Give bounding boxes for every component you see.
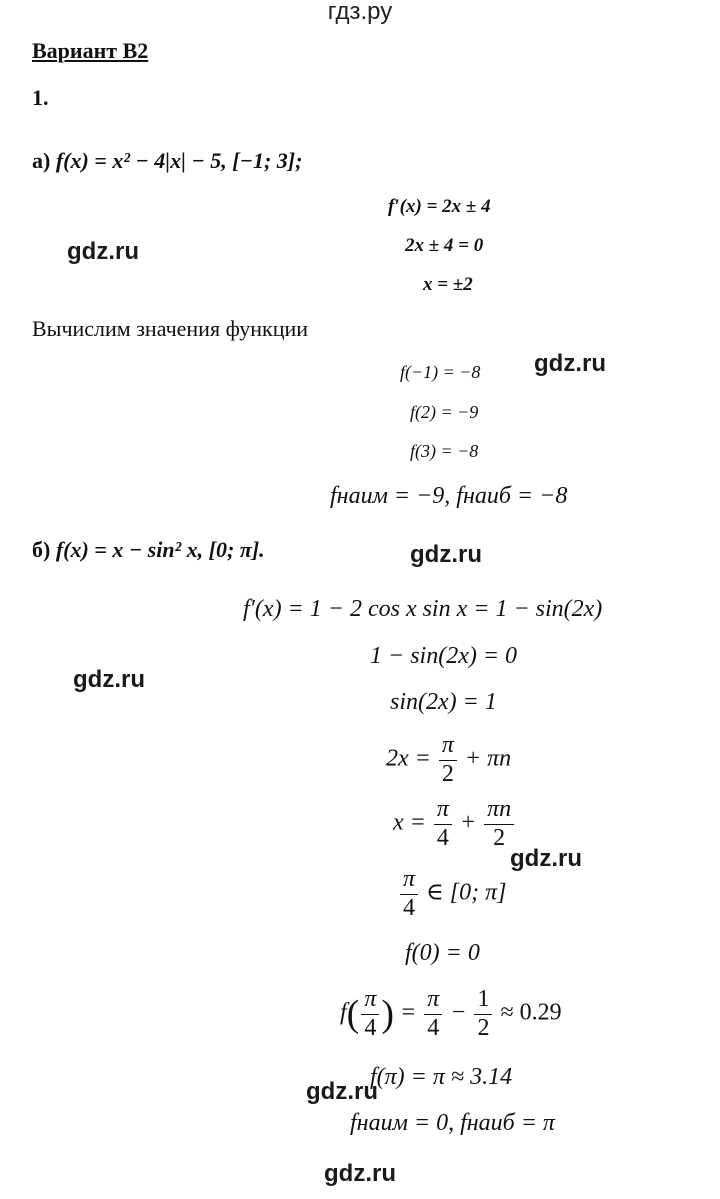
watermark-5: gdz.ru (510, 845, 582, 872)
watermark-3: gdz.ru (410, 541, 482, 568)
paren-open: ( (346, 993, 360, 1036)
value-f-3: f(3) = −8 (410, 441, 479, 461)
watermark-2: gdz.ru (534, 350, 606, 377)
part-b-2x-eq (386, 732, 511, 788)
fraction-numerator: π (400, 866, 418, 895)
fraction-pi-over-4 (434, 796, 452, 852)
fpi4-eq: = (400, 999, 417, 1026)
watermark-1: gdz.ru (67, 238, 139, 265)
part-b-statement: f(x) = x − sin² x, [0; π]. (55, 537, 265, 562)
value-f-2: f(2) = −9 (410, 402, 479, 422)
part-a-result: fнаим = −9, fнаиб = −8 (330, 483, 568, 509)
fpi4-f: f (340, 999, 347, 1026)
part-a-roots: x = ±2 (423, 274, 473, 295)
fraction-denominator: 4 (403, 894, 416, 921)
variant-heading: Вариант В2 (32, 38, 149, 63)
part-b-label: б) (32, 537, 51, 562)
value-f-minus1: f(−1) = −8 (400, 362, 481, 382)
part-b-task (32, 537, 265, 563)
part-b-in-interval (398, 866, 507, 922)
part-b-x-eq (393, 796, 516, 852)
problem-number: 1. (32, 85, 49, 110)
fpi4-minus: − (450, 999, 467, 1026)
fraction-denominator: 2 (477, 1014, 490, 1041)
fraction-denominator: 2 (441, 760, 454, 787)
fraction-arg (361, 986, 379, 1042)
part-b-derivative: f′(x) = 1 − 2 cos x sin x = 1 − sin(2x) (243, 596, 603, 622)
fraction-denominator: 4 (427, 1014, 440, 1041)
part-b-sin-eq: sin(2x) = 1 (390, 689, 497, 715)
watermark-4: gdz.ru (73, 666, 145, 693)
fraction-b (474, 986, 492, 1042)
fraction-numerator: π (424, 986, 442, 1015)
part-b-result: fнаим = 0, fнаиб = π (350, 1110, 555, 1136)
eq-2x-lhs: 2x = (386, 745, 431, 772)
fraction-numerator: π (439, 732, 457, 761)
paren-close: ) (381, 993, 395, 1036)
eq-x-plus: + (459, 809, 477, 836)
fraction-a (424, 986, 442, 1042)
fraction-pin-over-2 (484, 796, 514, 852)
eq-2x-tail: + πn (464, 745, 512, 772)
watermark-6: gdz.ru (306, 1078, 378, 1105)
part-b-f0: f(0) = 0 (405, 940, 480, 966)
fraction-denominator: 4 (364, 1014, 377, 1041)
fraction-pi-over-4-b (400, 866, 418, 922)
eq-x-lhs: x = (393, 809, 426, 836)
part-a-equation: 2x ± 4 = 0 (405, 235, 484, 256)
part-a-label: а) (32, 148, 51, 173)
part-a-statement: f(x) = x² − 4|x| − 5, [−1; 3]; (55, 148, 303, 173)
compute-text: Вычислим значения функции (32, 316, 309, 341)
fraction-numerator: π (361, 986, 379, 1015)
part-b-eq-zero: 1 − sin(2x) = 0 (370, 643, 518, 669)
fraction-denominator: 4 (436, 824, 449, 851)
part-b-fpi4 (340, 986, 562, 1042)
fraction-numerator: π (434, 796, 452, 825)
in-tail: ∈ [0; π] (426, 879, 507, 906)
fraction-pi-over-2 (439, 732, 457, 788)
site-header: гдз.ру (327, 0, 393, 25)
part-a-task (32, 148, 302, 174)
fraction-denominator: 2 (493, 824, 506, 851)
fraction-numerator: πn (484, 796, 514, 825)
watermark-footer: gdz.ru (324, 1160, 396, 1187)
part-a-derivative: f′(x) = 2x ± 4 (388, 196, 491, 217)
fraction-numerator: 1 (474, 986, 492, 1015)
part-b-fpi: f(π) = π ≈ 3.14 (370, 1064, 513, 1090)
fpi4-tail: ≈ 0.29 (500, 999, 562, 1026)
